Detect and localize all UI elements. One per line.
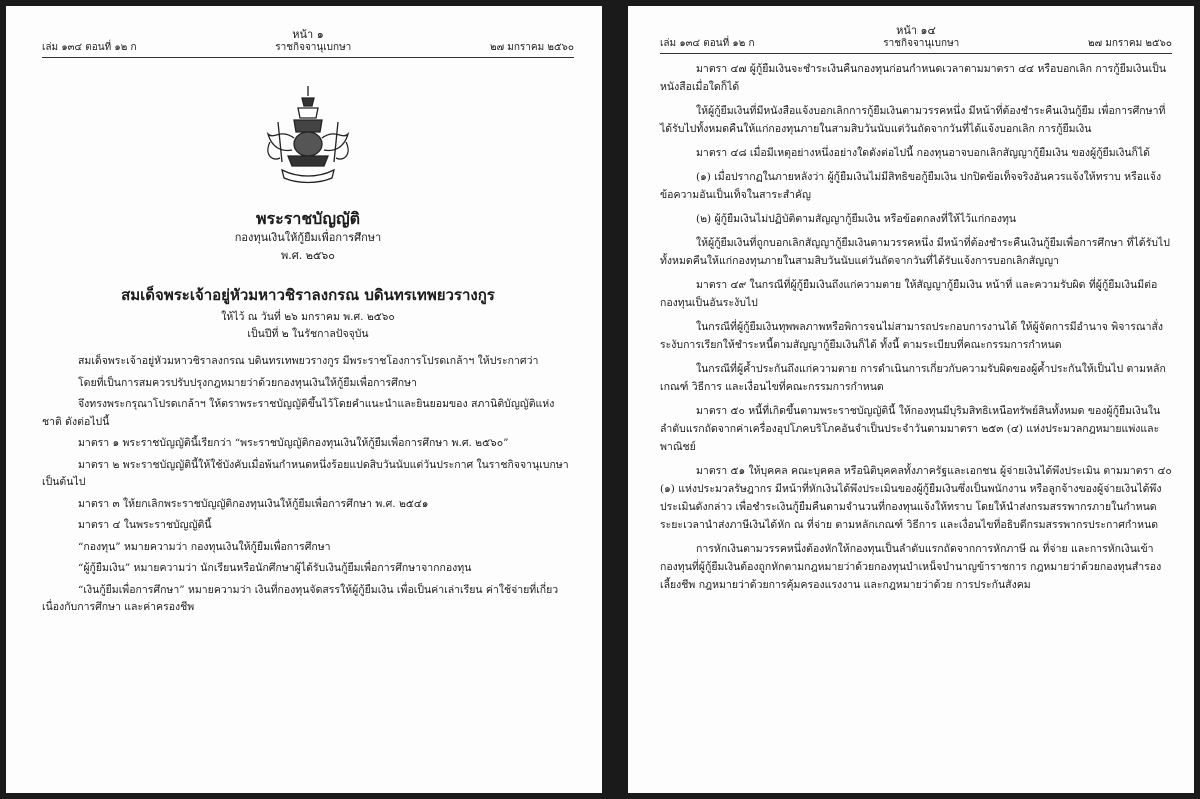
king-title: สมเด็จพระเจ้าอยู่หัวมหาวชิราลงกรณ บดินทรเทพยวรางกูร [121, 286, 495, 304]
page-number: หน้า ๑๔ [896, 24, 936, 37]
header-divider [42, 57, 574, 58]
gazette-name: ราชกิจจานุเบกษา [275, 42, 352, 53]
section-paragraph: มาตรา ๔๗ ผู้กู้ยืมเงินจะชำระเงินคืนกองทุนก่อนกำหนดเวลาตามมาตรา ๔๔ หรือบอกเลิก การกู้ยืมเงินเป็นหนังสือเมื่อใดก็ได้ [660, 63, 1167, 93]
section-paragraph: มาตรา ๔๙ ในกรณีที่ผู้กู้ยืมเงินถึงแก่ความตาย ให้สัญญากู้ยืมเงิน หน้าที่ และความรับผิด ที่ผู้กู้ยืมเงินมีต่อกองทุนเป็นอันระงับไป [660, 279, 1158, 309]
body-paragraph: ให้ผู้กู้ยืมเงินที่ถูกบอกเลิกสัญญากู้ยืมเงินตามวรรคหนึ่ง มีหน้าที่ต้องชำระคืนเงินกู้ยืมเพื่อการศึกษา ที่ได้รับไปทั้งหมดคืนให้แก่กองทุนภายในสามสิบวันนับแต่วันถัดจากวันที่ได้รับแจ้งการบอกเลิกสัญญา [660, 237, 1170, 267]
act-year: พ.ศ. ๒๕๖๐ [281, 249, 335, 262]
body-paragraph: ในกรณีที่ผู้ค้ำประกันถึงแก่ความตาย การดำเนินการเกี่ยวกับความรับผิดของผู้ค้ำประกันให้เป็นไป ตามหลักเกณฑ์ วิธีการ และเงื่อนไขที่คณะกรรมการกำหนด [660, 363, 1166, 393]
body-paragraph: โดยที่เป็นการสมควรปรับปรุงกฎหมายว่าด้วยกองทุนเงินให้กู้ยืมเพื่อการศึกษา [78, 376, 417, 389]
header-divider [660, 53, 1172, 54]
gazette-header [660, 37, 1172, 53]
definition-paragraph: “เงินกู้ยืมเพื่อการศึกษา” หมายความว่า เงินที่กองทุนจัดสรรให้ผู้กู้ยืมเงิน เพื่อเป็นค่าเล่าเรียน ค่าใช้จ่ายที่เกี่ยวเนื่องกับการศึกษา และค่าครองชีพ [42, 583, 559, 613]
body-paragraph: ให้ผู้กู้ยืมเงินที่มีหนังสือแจ้งบอกเลิกการกู้ยืมเงินตามวรรคหนึ่ง มีหน้าที่ต้องชำระคืนเงินกู้ยืม เพื่อการศึกษาที่ได้รับไปทั้งหมดคืนให้แก่กองทุนภายในสามสิบวันนับแต่วันถัดจากวันที่ได้แจ้งบอกเลิก การกู้ยืมเงิน [660, 105, 1166, 135]
section-paragraph: มาตรา ๕๐ หนี้ที่เกิดขึ้นตามพระราชบัญญัตินี้ ให้กองทุนมีบุริมสิทธิเหนือทรัพย์สินทั้งหมด ของผู้กู้ยืมเงินในลำดับแรกถัดจากค่าเครื่องอุปโภคบริโภคอันจำเป็นประจำวันตามมาตรา ๒๕๓ (๔) แห่งประมวลกฎหมายแพ่งและพาณิชย์ [660, 405, 1161, 453]
clause-paragraph: (๒) ผู้กู้ยืมเงินไม่ปฏิบัติตามสัญญากู้ยืมเงิน หรือข้อตกลงที่ให้ไว้แก่กองทุน [696, 213, 1017, 225]
body-paragraph: สมเด็จพระเจ้าอยู่หัวมหาวชิราลงกรณ บดินทรเทพยวรางกูร มีพระราชโองการโปรดเกล้าฯ ให้ประกาศว่า [78, 355, 539, 367]
section-paragraph: มาตรา ๑ พระราชบัญญัตินี้เรียกว่า “พระราชบัญญัติกองทุนเงินให้กู้ยืมเพื่อการศึกษา พ.ศ. ๒๕๖๐” [78, 437, 509, 449]
publish-date: ๒๗ มกราคม ๒๕๖๐ [490, 42, 574, 53]
right-page-body [660, 60, 1172, 594]
reign-year: เป็นปีที่ ๒ ในรัชกาลปัจจุบัน [247, 328, 369, 340]
gazette-header [42, 41, 574, 57]
left-page-body [42, 353, 574, 617]
publish-date: ๒๗ มกราคม ๒๕๖๐ [1088, 38, 1172, 49]
royal-emblem-icon [258, 82, 358, 187]
volume-info: เล่ม ๑๓๔ ตอนที่ ๑๒ ก [660, 38, 755, 49]
definition-paragraph: “ผู้กู้ยืมเงิน” หมายความว่า นักเรียนหรือนักศึกษาผู้ได้รับเงินกู้ยืมเพื่อการศึกษาจากกองทุน [78, 562, 472, 574]
section-paragraph: มาตรา ๕๑ ให้บุคคล คณะบุคคล หรือนิติบุคคลทั้งภาครัฐและเอกชน ผู้จ่ายเงินได้พึงประเมิน ตามมาตรา ๔๐ (๑) แห่งประมวลรัษฎากร มีหน้าที่หักเงินได้พึงประเมินของผู้กู้ยืมเงินซึ่งเป็นพนักงาน หรือลูกจ้างของผู้จ่ายเงินได้พึงประเมินดังกล่าว เพื่อชำระเงินกู้ยืมคืนตามจำนวนที่กองทุนแจ้งให้ทราบ โดยให้นำส่งกรมสรรพากรภายในกำหนดระยะเวลานำส่งภาษีเงินได้หัก ณ ที่จ่าย ตามหลักเกณฑ์ วิธีการ และเงื่อนไขที่อธิบดีกรมสรรพากรประกาศกำหนด [660, 465, 1172, 531]
body-paragraph: การหักเงินตามวรรคหนึ่งต้องหักให้กองทุนเป็นลำดับแรกถัดจากการหักภาษี ณ ที่จ่าย และการหักเงินเข้ากองทุนที่ผู้กู้ยืมเงินต้องถูกหักตามกฎหมายว่าด้วยกองทุนบำเหน็จบำนาญข้าราชการ กฎหมายว่าด้วยกองทุนสำรองเลี้ยงชีพ กฎหมายว่าด้วยการคุ้มครองแรงงาน และกฎหมายว่าด้วย การประกันสังคม [660, 543, 1162, 591]
body-paragraph: ในกรณีที่ผู้กู้ยืมเงินทุพพลภาพหรือพิการจนไม่สามารถประกอบการงานได้ ให้ผู้จัดการมีอำนาจ พิจารณาสั่งระงับการเรียกให้ชำระหนี้ตามสัญญากู้ยืมเงินก็ได้ ทั้งนี้ ตามระเบียบที่คณะกรรมการกำหนด [660, 321, 1164, 351]
clause-paragraph: (๑) เมื่อปรากฏในภายหลังว่า ผู้กู้ยืมเงินไม่มีสิทธิขอกู้ยืมเงิน ปกปิดข้อเท็จจริงอันควรแจ้งให้ทราบ หรือแจ้งข้อความอันเป็นเท็จในสาระสำคัญ [660, 171, 1162, 201]
volume-info: เล่ม ๑๓๔ ตอนที่ ๑๒ ก [42, 42, 137, 53]
definition-paragraph: “กองทุน” หมายความว่า กองทุนเงินให้กู้ยืมเพื่อการศึกษา [78, 540, 331, 553]
act-title: พระราชบัญญัติ [256, 209, 360, 228]
left-document-page [6, 6, 602, 793]
gazette-name: ราชกิจจานุเบกษา [883, 38, 960, 49]
right-document-page [628, 6, 1194, 793]
emblem-container [42, 82, 574, 187]
act-subject: กองทุนเงินให้กู้ยืมเพื่อการศึกษา [234, 231, 382, 244]
body-paragraph: จึงทรงพระกรุณาโปรดเกล้าฯ ให้ตราพระราชบัญญัติขึ้นไว้โดยคำแนะนำและยินยอมของ สภานิติบัญญัติแห่งชาติ ดังต่อไปนี้ [42, 398, 555, 428]
section-paragraph: มาตรา ๔๘ เมื่อมีเหตุอย่างหนึ่งอย่างใดดังต่อไปนี้ กองทุนอาจบอกเลิกสัญญากู้ยืมเงิน ของผู้กู้ยืมเงินก็ได้ [696, 147, 1150, 159]
section-paragraph: มาตรา ๓ ให้ยกเลิกพระราชบัญญัติกองทุนเงินให้กู้ยืมเพื่อการศึกษา พ.ศ. ๒๕๔๑ [78, 497, 429, 510]
given-date: ให้ไว้ ณ วันที่ ๒๖ มกราคม พ.ศ. ๒๕๖๐ [221, 311, 395, 323]
section-paragraph: มาตรา ๒ พระราชบัญญัตินี้ให้ใช้บังคับเมื่อพ้นกำหนดหนึ่งร้อยแปดสิบวันนับแต่วันประกาศ ในราชกิจจานุเบกษาเป็นต้นไป [42, 458, 569, 488]
section-paragraph: มาตรา ๔ ในพระราชบัญญัตินี้ [78, 519, 212, 531]
page-number: หน้า ๑ [292, 28, 324, 41]
